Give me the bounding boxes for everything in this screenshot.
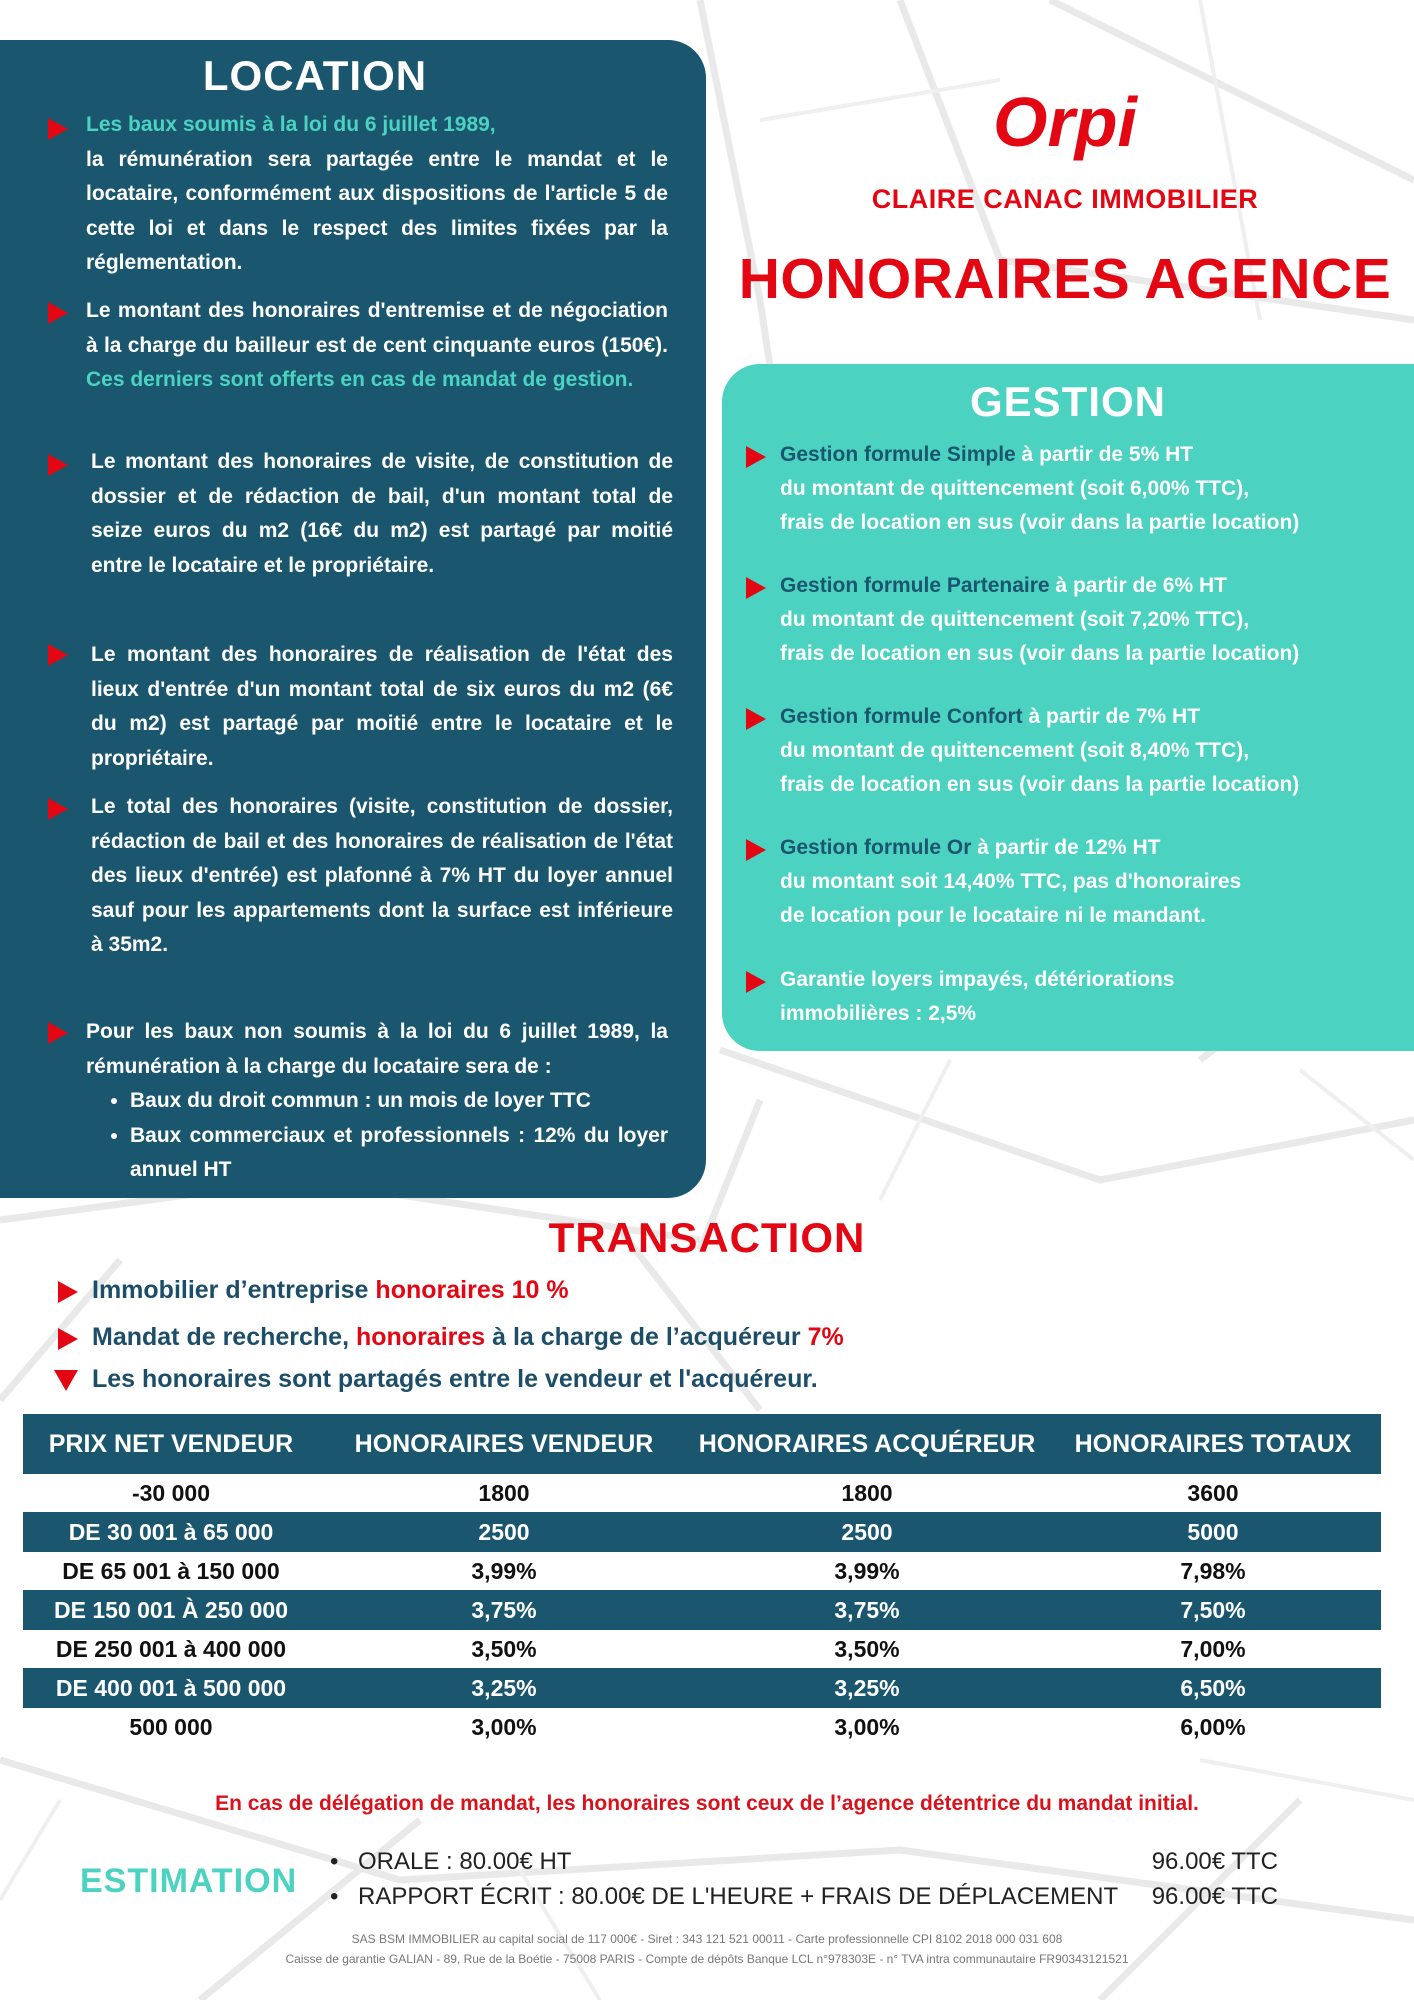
table-row [23, 1668, 1381, 1708]
location-title: LOCATION [202, 52, 428, 99]
estimation-title: ESTIMATION [80, 1862, 298, 1900]
column-header: PRIX NET VENDEUR [23, 1414, 319, 1474]
table-cell: DE 30 001 à 65 000 [23, 1512, 319, 1552]
location-para-4: Le montant des honoraires de réalisation de l'état des lieux d'entrée d'un montant total de six euros du m2 (6€ du m2) est partagé par moitié entre le locataire et le propriétaire. [91, 643, 673, 770]
table-cell: 3,75% [319, 1590, 689, 1630]
table-cell: 3,50% [689, 1630, 1045, 1668]
gestion-item-line: du montant de quittencement (soit 7,20% TTC), [780, 608, 1250, 631]
transaction-line-1 [92, 1276, 569, 1305]
gestion-item-prefix: Gestion formule [780, 836, 947, 859]
gestion-garantie-line: immobilières : 2,5% [780, 1002, 977, 1025]
table-row [23, 1590, 1381, 1630]
bullet-dot-icon: • [330, 1848, 339, 1875]
gestion-item-rate: à partir de 5% HT [1015, 443, 1194, 466]
gestion-item-name: Simple [946, 443, 1016, 466]
bullet-arrow-icon [48, 454, 68, 476]
location-panel [0, 40, 706, 1198]
bullet-arrow-icon [58, 1281, 78, 1303]
table-cell: 3,25% [689, 1668, 1045, 1708]
bullet-arrow-icon [746, 708, 766, 730]
table-cell: 3,99% [319, 1552, 689, 1590]
transaction-highlight: honoraires 10 % [375, 1276, 569, 1304]
transaction-highlight: 7% [807, 1323, 844, 1351]
gestion-item-line: du montant de quittencement (soit 6,00% TTC), [780, 477, 1250, 500]
list-item: • Baux commerciaux et professionnels : 12% du loyer annuel HT [130, 1119, 668, 1188]
gestion-item-name: Partenaire [946, 574, 1050, 597]
bullet-down-arrow-icon [54, 1370, 78, 1391]
table-cell: 2500 [689, 1512, 1045, 1552]
bullet-dot-icon: • [330, 1883, 339, 1910]
svg-text:Orpi: Orpi [993, 83, 1137, 161]
page-title: HONORAIRES AGENCE [738, 247, 1392, 311]
table-cell: -30 000 [23, 1474, 319, 1512]
table-row [23, 1512, 1381, 1552]
agency-name: CLAIRE CANAC IMMOBILIER [871, 184, 1259, 214]
bullet-arrow-icon [746, 577, 766, 599]
transaction-text: à la charge de l’acquéreur [485, 1323, 808, 1351]
gestion-item-rate: à partir de 6% HT [1049, 574, 1227, 597]
location-para-2 [86, 294, 668, 398]
gestion-item-name: Confort [946, 705, 1023, 728]
table-cell: 7,98% [1045, 1552, 1381, 1590]
list-item: • Baux du droit commun : un mois de loyer TTC [130, 1084, 668, 1119]
gestion-item-line: du montant de quittencement (soit 8,40% TTC), [780, 739, 1250, 762]
table-cell: 3,00% [319, 1708, 689, 1746]
transaction-line-2 [92, 1323, 844, 1352]
table-cell: DE 150 001 À 250 000 [23, 1590, 319, 1630]
table-cell: 500 000 [23, 1708, 319, 1746]
location-para-1 [86, 108, 668, 281]
bullet-arrow-icon [48, 118, 68, 140]
estimation-orale-ttc: 96.00€ TTC [1151, 1848, 1278, 1875]
table-cell: DE 65 001 à 150 000 [23, 1552, 319, 1590]
gestion-item-prefix: Gestion formule [780, 705, 947, 728]
gestion-item-rate: à partir de 12% HT [971, 836, 1161, 859]
location-para-6 [86, 1015, 668, 1188]
gestion-item-line: frais de location en sus (voir dans la partie location) [780, 642, 1300, 665]
table-cell: 1800 [319, 1474, 689, 1512]
gestion-item-or [780, 831, 1410, 933]
gestion-item-prefix: Gestion formule [780, 574, 947, 597]
location-para-6-text: Pour les baux non soumis à la loi du 6 juillet 1989, la rémunération à la charge du locataire sera de : [86, 1020, 668, 1078]
table-row [23, 1630, 1381, 1668]
table-cell: 3600 [1045, 1474, 1381, 1512]
gestion-title: GESTION [969, 378, 1167, 425]
column-header: HONORAIRES VENDEUR [319, 1414, 689, 1474]
column-header: HONORAIRES ACQUÉREUR [689, 1414, 1045, 1474]
gestion-item-confort [780, 700, 1410, 802]
estimation-rapport-ttc: 96.00€ TTC [1151, 1883, 1278, 1910]
transaction-text: Immobilier d’entreprise [92, 1276, 376, 1304]
bullet-arrow-icon [58, 1328, 78, 1350]
table-cell: DE 400 001 à 500 000 [23, 1668, 319, 1708]
transaction-line-3: Les honoraires sont partagés entre le vendeur et l'acquéreur. [92, 1365, 818, 1393]
gestion-garantie [780, 963, 1410, 1031]
table-cell: 2500 [319, 1512, 689, 1552]
location-para-2-text: Le montant des honoraires d'entremise et de négociation à la charge du bailleur est de cent cinquante euros (150€). [86, 299, 668, 357]
table-cell: 3,50% [319, 1630, 689, 1668]
table-header-row [23, 1414, 1381, 1474]
bullet-arrow-icon [746, 971, 766, 993]
bullet-arrow-icon [48, 1022, 68, 1044]
location-para-1-text: la rémunération sera partagée entre le mandat et le locataire, conformément aux dispositions de l'article 5 de cette loi et dans le respect des limites fixées par la réglementation. [86, 147, 668, 274]
delegation-note: En cas de délégation de mandat, les honoraires sont ceux de l’agence détentrice du mandat initial. [215, 1792, 1199, 1815]
table-cell: 3,75% [689, 1590, 1045, 1630]
table-row [23, 1474, 1381, 1512]
table-cell: 1800 [689, 1474, 1045, 1512]
table-row [23, 1552, 1381, 1590]
table-cell: 3,00% [689, 1708, 1045, 1746]
table-cell: 5000 [1045, 1512, 1381, 1552]
table-cell: 7,00% [1045, 1630, 1381, 1668]
footer-legal-line-1: SAS BSM IMMOBILIER au capital social de 117 000€ - Siret : 343 121 521 00011 - Carte professionnelle CPI 8102 2018 000 031 608 [351, 1932, 1063, 1946]
table-cell: 6,00% [1045, 1708, 1381, 1746]
estimation-rapport: RAPPORT ÉCRIT : 80.00€ DE L'HEURE + FRAIS DE DÉPLACEMENT [358, 1883, 1119, 1910]
transaction-text: Mandat de recherche, [92, 1323, 356, 1351]
location-para-5: Le total des honoraires (visite, constitution de dossier, rédaction de bail et des honoraires de réalisation de l'état des lieux d'entrée) est plafonné à 7% HT du loyer annuel sauf pour les appartements dont la surface est inférieure à 35m2. [91, 795, 673, 956]
transaction-highlight: honoraires [355, 1323, 486, 1351]
location-para-1-lead: Les baux soumis à la loi du 6 juillet 1989, [86, 113, 496, 136]
location-bullet-list [86, 1084, 668, 1188]
column-header: HONORAIRES TOTAUX [1045, 1414, 1381, 1474]
gestion-item-name: Or [946, 836, 972, 859]
gestion-item-simple [780, 438, 1410, 540]
bullet-arrow-icon [48, 302, 68, 324]
location-para-3: Le montant des honoraires de visite, de constitution de dossier et de rédaction de bail, d'un montant total de seize euros du m2 (16€ du m2) est partagé par moitié entre le locataire et le propriétaire. [91, 450, 673, 577]
transaction-title: TRANSACTION [548, 1214, 866, 1261]
gestion-item-line: du montant soit 14,40% TTC, pas d'honoraires [780, 870, 1242, 893]
estimation-orale: ORALE : 80.00€ HT [358, 1848, 572, 1875]
table-row [23, 1708, 1381, 1746]
table-cell: 3,99% [689, 1552, 1045, 1590]
table-cell: 6,50% [1045, 1668, 1381, 1708]
gestion-item-line: frais de location en sus (voir dans la partie location) [780, 773, 1300, 796]
transaction-fee-table [23, 1414, 1381, 1746]
gestion-item-line: de location pour le locataire ni le mandant. [780, 904, 1206, 927]
gestion-item-prefix: Gestion formule [780, 443, 947, 466]
bullet-arrow-icon [746, 839, 766, 861]
gestion-item-line: frais de location en sus (voir dans la partie location) [780, 511, 1300, 534]
bullet-arrow-icon [746, 446, 766, 468]
bullet-arrow-icon [48, 798, 68, 820]
table-cell: DE 250 001 à 400 000 [23, 1630, 319, 1668]
table-cell: 3,25% [319, 1668, 689, 1708]
footer-legal-line-2: Caisse de garantie GALIAN - 89, Rue de la Boétie - 75008 PARIS - Compte de dépôts Banque LCL n°978303E - n° TVA intra communautaire FR90343121521 [285, 1952, 1129, 1966]
orpi-logo [980, 78, 1150, 168]
table-cell: 7,50% [1045, 1590, 1381, 1630]
gestion-item-partenaire [780, 569, 1410, 671]
gestion-item-rate: à partir de 7% HT [1022, 705, 1201, 728]
location-para-2-teal: Ces derniers sont offerts en cas de mandat de gestion. [86, 368, 634, 391]
gestion-panel [722, 364, 1414, 1051]
gestion-garantie-line: Garantie loyers impayés, détériorations [780, 968, 1175, 991]
bullet-arrow-icon [48, 644, 68, 666]
